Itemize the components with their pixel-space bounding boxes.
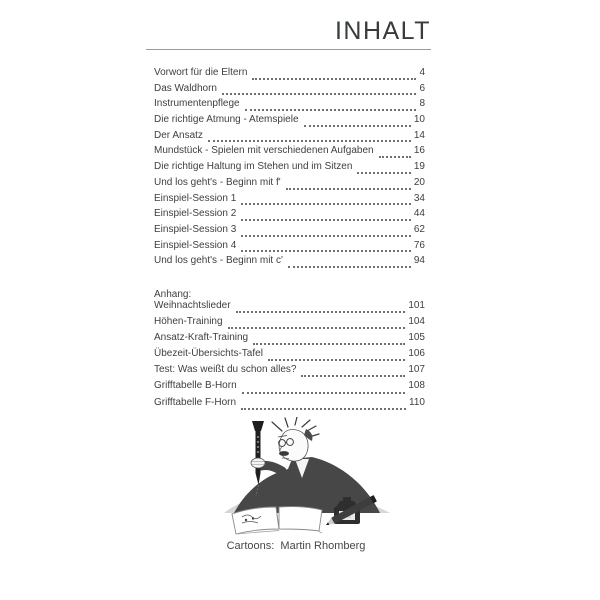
toc-entry-page: 8	[419, 98, 425, 110]
toc-entry-label: Das Waldhorn	[154, 82, 217, 94]
toc-entry-page: 20	[413, 176, 425, 188]
toc-entry	[146, 114, 431, 130]
toc-entry-label: Und los geht's - Beginn mit c'	[154, 255, 283, 267]
dot-leader	[379, 156, 411, 158]
toc-entry-label: Einspiel-Session 3	[154, 223, 237, 235]
toc-entry-label: Grifftabelle B-Horn	[154, 380, 237, 392]
toc-entry-label: Einspiel-Session 1	[154, 192, 237, 204]
toc-entry-label: Die richtige Atmung - Atemspiele	[154, 114, 299, 126]
toc-entry-label: Und los geht's - Beginn mit f'	[154, 176, 281, 188]
page-header	[146, 16, 431, 50]
toc-entry-page: 108	[408, 380, 425, 392]
title-rule	[146, 49, 431, 50]
dot-leader	[222, 93, 416, 95]
cartoon-illustration	[222, 417, 392, 539]
toc-entry-page: 19	[413, 161, 425, 173]
toc-entry-page: 10	[413, 114, 425, 126]
toc-entry	[146, 98, 431, 114]
toc-entry-label: Höhen-Training	[154, 316, 223, 328]
dot-leader	[357, 172, 410, 174]
toc-entry-label: Ansatz-Kraft-Training	[154, 332, 249, 344]
toc-entry	[146, 67, 431, 83]
toc-entry-label: Vorwort für die Eltern	[154, 67, 248, 78]
dot-leader	[301, 375, 405, 377]
toc-entry-page: 101	[408, 300, 425, 311]
toc-entry	[146, 380, 431, 396]
dot-leader	[268, 359, 405, 361]
toc-entry	[146, 145, 431, 161]
toc-entry	[146, 332, 431, 348]
toc-entry-page: 110	[409, 396, 425, 408]
toc-entry-page: 4	[419, 67, 425, 78]
cartoon-credit: Cartoons: Martin Rhomberg	[226, 540, 366, 552]
toc-entry	[146, 177, 431, 193]
toc-entry	[146, 364, 431, 380]
toc-entry-label: Der Ansatz	[154, 129, 203, 141]
toc-entry	[146, 255, 431, 271]
dot-leader	[288, 266, 411, 268]
toc-entry	[146, 161, 431, 177]
toc-entry-page: 104	[408, 316, 425, 328]
toc-appendix-list	[146, 300, 431, 413]
toc-entry-label: Test: Was weißt du schon alles?	[154, 364, 297, 376]
toc-entry	[146, 316, 431, 332]
toc-entry	[146, 224, 431, 240]
toc-entry-label: Instrumentenpflege	[154, 98, 240, 110]
appendix-heading: Anhang:	[154, 289, 192, 300]
toc-entry-label: Grifftabelle F-Horn	[154, 396, 237, 408]
dot-leader	[241, 219, 411, 221]
toc-entry-page: 6	[419, 82, 425, 94]
toc-entry-label: Einspiel-Session 2	[154, 208, 237, 220]
dot-leader	[241, 235, 411, 237]
toc-entry	[146, 83, 431, 99]
toc-entry-page: 76	[413, 239, 425, 251]
page-title: INHALT	[334, 17, 431, 45]
toc-entry	[146, 300, 431, 316]
dot-leader	[304, 125, 411, 127]
toc-entry	[146, 130, 431, 146]
dot-leader	[286, 188, 411, 190]
toc-entry-page: 107	[408, 364, 425, 376]
toc-entry	[146, 240, 431, 256]
cartoon-hand	[251, 458, 265, 468]
toc-entry-label: Einspiel-Session 4	[154, 239, 237, 251]
toc-entry-label: Mundstück - Spielen mit verschiedenen Aufgaben	[154, 145, 374, 157]
dot-leader	[242, 392, 406, 394]
toc-entry-page: 16	[413, 145, 425, 157]
toc-entry	[146, 208, 431, 224]
toc-entry	[146, 397, 431, 413]
toc-entry-label: Weihnachtslieder	[154, 300, 231, 311]
dot-leader	[253, 343, 405, 345]
toc-entry-page: 105	[408, 332, 425, 344]
dot-leader	[241, 408, 406, 410]
toc-entry-page: 34	[413, 192, 425, 204]
toc-entry	[146, 193, 431, 209]
toc-entry-page: 14	[413, 129, 425, 141]
toc-entry-page: 62	[413, 223, 425, 235]
dot-leader	[241, 203, 411, 205]
dot-leader	[228, 327, 406, 329]
dot-leader	[241, 250, 411, 252]
toc-main-list	[146, 67, 431, 271]
toc-entry-label: Die richtige Haltung im Stehen und im Sitzen	[154, 161, 353, 173]
dot-leader	[245, 109, 417, 111]
dot-leader	[252, 78, 416, 80]
toc-entry	[146, 348, 431, 364]
dot-leader	[208, 140, 411, 142]
toc-entry-page: 94	[413, 255, 425, 267]
dot-leader	[236, 311, 406, 313]
toc-entry-page: 44	[413, 208, 425, 220]
toc-entry-page: 106	[408, 348, 425, 360]
toc-entry-label: Übezeit-Übersichts-Tafel	[154, 348, 263, 360]
